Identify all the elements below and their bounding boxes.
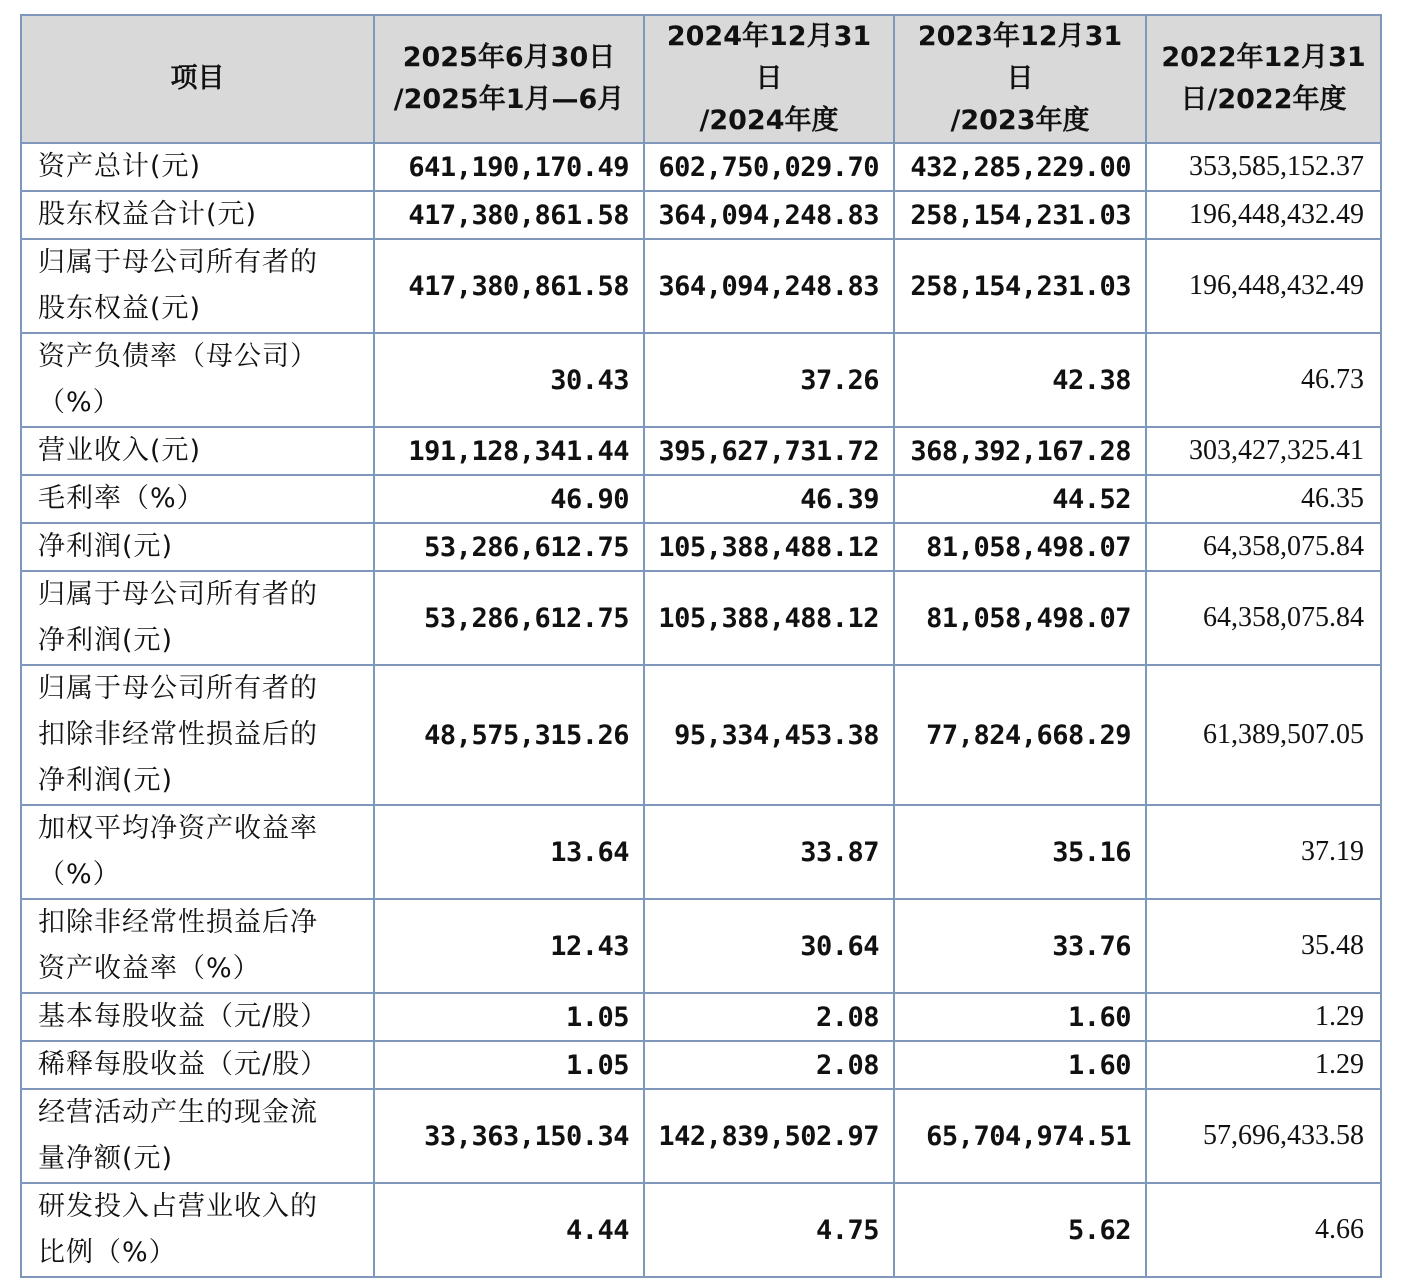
header-period-2025h1: 2025年6月30日 /2025年1月—6月 (374, 15, 644, 143)
cell-2024: 95,334,453.38 (644, 665, 894, 805)
row-label: 净利润(元) (21, 523, 374, 571)
cell-2025h1: 191,128,341.44 (374, 427, 644, 475)
cell-2023: 5.62 (894, 1183, 1146, 1277)
table-row (21, 143, 1381, 191)
cell-2024: 37.26 (644, 333, 894, 427)
cell-2024: 33.87 (644, 805, 894, 899)
cell-2023: 81,058,498.07 (894, 571, 1146, 665)
table-row (21, 333, 1381, 427)
row-label: 研发投入占营业收入的 比例（%） (21, 1183, 374, 1277)
row-label: 归属于母公司所有者的 股东权益(元) (21, 239, 374, 333)
cell-2022: 353,585,152.37 (1146, 143, 1381, 191)
cell-2025h1: 30.43 (374, 333, 644, 427)
row-label: 归属于母公司所有者的 净利润(元) (21, 571, 374, 665)
header-period-2022: 2022年12月31 日/2022年度 (1146, 15, 1381, 143)
table-row (21, 191, 1381, 239)
cell-2022: 1.29 (1146, 1041, 1381, 1089)
cell-2023: 35.16 (894, 805, 1146, 899)
table-row (21, 475, 1381, 523)
cell-2025h1: 33,363,150.34 (374, 1089, 644, 1183)
cell-2024: 30.64 (644, 899, 894, 993)
cell-2025h1: 53,286,612.75 (374, 523, 644, 571)
cell-2023: 77,824,668.29 (894, 665, 1146, 805)
cell-2023: 1.60 (894, 993, 1146, 1041)
cell-2023: 65,704,974.51 (894, 1089, 1146, 1183)
cell-2024: 2.08 (644, 1041, 894, 1089)
table-body (21, 143, 1381, 1277)
cell-2023: 432,285,229.00 (894, 143, 1146, 191)
cell-2023: 44.52 (894, 475, 1146, 523)
cell-2022: 196,448,432.49 (1146, 191, 1381, 239)
table-row (21, 1183, 1381, 1277)
table-row (21, 1089, 1381, 1183)
cell-2025h1: 1.05 (374, 993, 644, 1041)
cell-2024: 4.75 (644, 1183, 894, 1277)
header-item: 项目 (21, 15, 374, 143)
cell-2025h1: 46.90 (374, 475, 644, 523)
table-row (21, 571, 1381, 665)
cell-2025h1: 1.05 (374, 1041, 644, 1089)
cell-2024: 395,627,731.72 (644, 427, 894, 475)
table-header (21, 15, 1381, 143)
cell-2022: 4.66 (1146, 1183, 1381, 1277)
cell-2024: 364,094,248.83 (644, 191, 894, 239)
table-row (21, 665, 1381, 805)
cell-2022: 46.73 (1146, 333, 1381, 427)
cell-2022: 46.35 (1146, 475, 1381, 523)
row-label: 资产总计(元) (21, 143, 374, 191)
cell-2022: 64,358,075.84 (1146, 571, 1381, 665)
row-label: 营业收入(元) (21, 427, 374, 475)
cell-2022: 37.19 (1146, 805, 1381, 899)
table-row (21, 1041, 1381, 1089)
row-label: 经营活动产生的现金流 量净额(元) (21, 1089, 374, 1183)
cell-2024: 2.08 (644, 993, 894, 1041)
cell-2025h1: 48,575,315.26 (374, 665, 644, 805)
cell-2022: 35.48 (1146, 899, 1381, 993)
table-row (21, 993, 1381, 1041)
cell-2025h1: 417,380,861.58 (374, 191, 644, 239)
cell-2024: 105,388,488.12 (644, 571, 894, 665)
cell-2022: 61,389,507.05 (1146, 665, 1381, 805)
cell-2025h1: 417,380,861.58 (374, 239, 644, 333)
table-row (21, 805, 1381, 899)
row-label: 稀释每股收益（元/股） (21, 1041, 374, 1089)
financial-summary-sheet (20, 14, 1380, 1278)
table-row (21, 427, 1381, 475)
table-row (21, 239, 1381, 333)
cell-2024: 46.39 (644, 475, 894, 523)
cell-2025h1: 4.44 (374, 1183, 644, 1277)
row-label: 资产负债率（母公司） （%） (21, 333, 374, 427)
cell-2024: 364,094,248.83 (644, 239, 894, 333)
row-label: 加权平均净资产收益率 （%） (21, 805, 374, 899)
cell-2025h1: 12.43 (374, 899, 644, 993)
cell-2025h1: 13.64 (374, 805, 644, 899)
cell-2022: 1.29 (1146, 993, 1381, 1041)
cell-2022: 57,696,433.58 (1146, 1089, 1381, 1183)
cell-2023: 1.60 (894, 1041, 1146, 1089)
row-label: 股东权益合计(元) (21, 191, 374, 239)
cell-2022: 64,358,075.84 (1146, 523, 1381, 571)
cell-2023: 368,392,167.28 (894, 427, 1146, 475)
cell-2025h1: 53,286,612.75 (374, 571, 644, 665)
cell-2022: 303,427,325.41 (1146, 427, 1381, 475)
table-row (21, 899, 1381, 993)
row-label: 基本每股收益（元/股） (21, 993, 374, 1041)
table-row (21, 523, 1381, 571)
cell-2024: 105,388,488.12 (644, 523, 894, 571)
header-period-2024: 2024年12月31日 /2024年度 (644, 15, 894, 143)
cell-2024: 602,750,029.70 (644, 143, 894, 191)
row-label: 扣除非经常性损益后净 资产收益率（%） (21, 899, 374, 993)
cell-2022: 196,448,432.49 (1146, 239, 1381, 333)
header-period-2023: 2023年12月31日 /2023年度 (894, 15, 1146, 143)
cell-2023: 42.38 (894, 333, 1146, 427)
cell-2023: 81,058,498.07 (894, 523, 1146, 571)
cell-2024: 142,839,502.97 (644, 1089, 894, 1183)
cell-2023: 33.76 (894, 899, 1146, 993)
row-label: 归属于母公司所有者的 扣除非经常性损益后的 净利润(元) (21, 665, 374, 805)
cell-2023: 258,154,231.03 (894, 239, 1146, 333)
cell-2023: 258,154,231.03 (894, 191, 1146, 239)
cell-2025h1: 641,190,170.49 (374, 143, 644, 191)
row-label: 毛利率（%） (21, 475, 374, 523)
financial-indicators-table (20, 14, 1382, 1278)
header-row (21, 15, 1381, 143)
